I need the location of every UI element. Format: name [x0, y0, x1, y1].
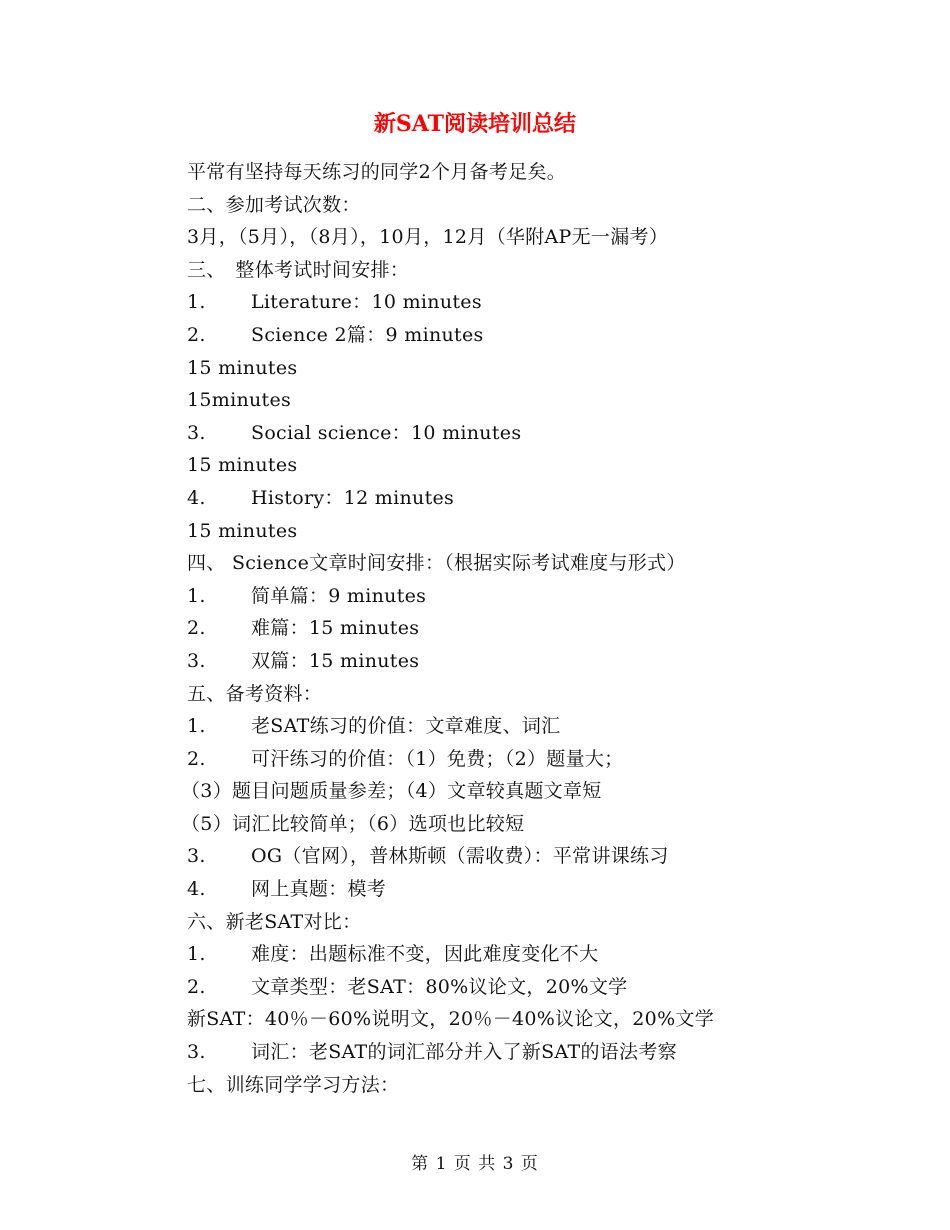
- document-line: [187, 580, 887, 613]
- document-line: [187, 254, 887, 287]
- document-line: [187, 873, 887, 906]
- line-text: 简单篇：9 minutes: [251, 584, 427, 607]
- document-line: [187, 938, 887, 971]
- document-line: [187, 515, 887, 548]
- document-line: [187, 678, 887, 711]
- document-line: [187, 1003, 887, 1036]
- document-line: [187, 840, 887, 873]
- document-line: [187, 906, 887, 939]
- line-number: 4.: [187, 878, 206, 901]
- line-text: 15 minutes: [187, 454, 298, 477]
- line-number: 2.: [187, 617, 206, 640]
- line-text: History：12 minutes: [251, 486, 455, 509]
- document-line: [187, 319, 887, 352]
- line-number: 2.: [187, 975, 206, 998]
- document-line: [187, 449, 887, 482]
- line-text: 双篇：15 minutes: [251, 649, 420, 672]
- line-number: 2.: [187, 323, 206, 346]
- line-text: 文章类型：老SAT：80%议论文，20%文学: [251, 975, 628, 998]
- document-line: [187, 189, 887, 222]
- document-line: [187, 971, 887, 1004]
- line-text: 新SAT：40％－60%说明文，20％－40%议论文，20%文学: [187, 1008, 715, 1031]
- line-text: 3月，（5月），（8月），10月，12月（华附AP无一漏考）: [187, 226, 669, 249]
- line-text: 五、备考资料：: [187, 682, 323, 705]
- line-text: 三、 整体考试时间安排：: [187, 258, 410, 281]
- line-text: 15 minutes: [187, 519, 298, 542]
- document-line: [187, 417, 887, 450]
- line-text: Literature：10 minutes: [251, 291, 482, 314]
- document-line: [187, 352, 887, 385]
- line-text: 网上真题：模考: [251, 878, 387, 901]
- document-line: [187, 645, 887, 678]
- document-line: [187, 612, 887, 645]
- line-number: 3.: [187, 421, 206, 444]
- line-text: 难度：出题标准不变，因此难度变化不大: [251, 943, 599, 966]
- line-number: 2.: [187, 747, 206, 770]
- line-text: 四、 Science文章时间安排：（根据实际考试难度与形式）: [187, 552, 686, 575]
- line-text: 15 minutes: [187, 356, 298, 379]
- document-line: [187, 1069, 887, 1102]
- document-line: [187, 547, 887, 580]
- line-number: 3.: [187, 845, 206, 868]
- line-text: 七、训练同学学习方法：: [187, 1073, 400, 1096]
- line-number: 1.: [187, 715, 206, 738]
- line-text: Science 2篇：9 minutes: [251, 323, 484, 346]
- line-text: 二、参加考试次数：: [187, 193, 361, 216]
- line-number: 4.: [187, 486, 206, 509]
- page-footer: 第 1 页 共 3 页: [411, 1154, 539, 1174]
- document-line: [187, 1036, 887, 1069]
- line-text: 老SAT练习的价值：文章难度、词汇: [251, 715, 561, 738]
- line-text: 六、新老SAT对比：: [187, 910, 362, 933]
- line-text: 词汇：老SAT的词汇部分并入了新SAT的语法考察: [251, 1041, 677, 1064]
- document-line: [187, 710, 887, 743]
- document-line: [181, 775, 887, 808]
- line-number: 3.: [187, 649, 206, 672]
- line-text: Social science：10 minutes: [251, 421, 522, 444]
- document-line: [187, 482, 887, 515]
- document-title: 新SAT阅读培训总结: [373, 111, 577, 137]
- line-text: （3）题目问题质量参差；（4）文章较真题文章短: [181, 780, 602, 803]
- line-text: （5）词汇比较简单；（6）选项也比较短: [181, 812, 525, 835]
- line-text: OG（官网），普林斯顿（需收费）：平常讲课练习: [251, 845, 669, 868]
- line-number: 3.: [187, 1041, 206, 1064]
- line-text: 15minutes: [187, 389, 292, 412]
- document-line: [187, 156, 887, 189]
- line-text: 可汗练习的价值：（1）免费；（2）题量大；: [251, 747, 624, 770]
- document-line: [187, 384, 887, 417]
- line-text: 难篇：15 minutes: [251, 617, 420, 640]
- document-line: [181, 808, 887, 841]
- line-number: 1.: [187, 584, 206, 607]
- document-line: [187, 286, 887, 319]
- document-body: [181, 156, 887, 1101]
- line-number: 1.: [187, 291, 206, 314]
- document-line: [187, 221, 887, 254]
- document-line: [187, 743, 887, 776]
- line-text: 平常有坚持每天练习的同学2个月备考足矣。: [187, 161, 567, 183]
- line-number: 1.: [187, 943, 206, 966]
